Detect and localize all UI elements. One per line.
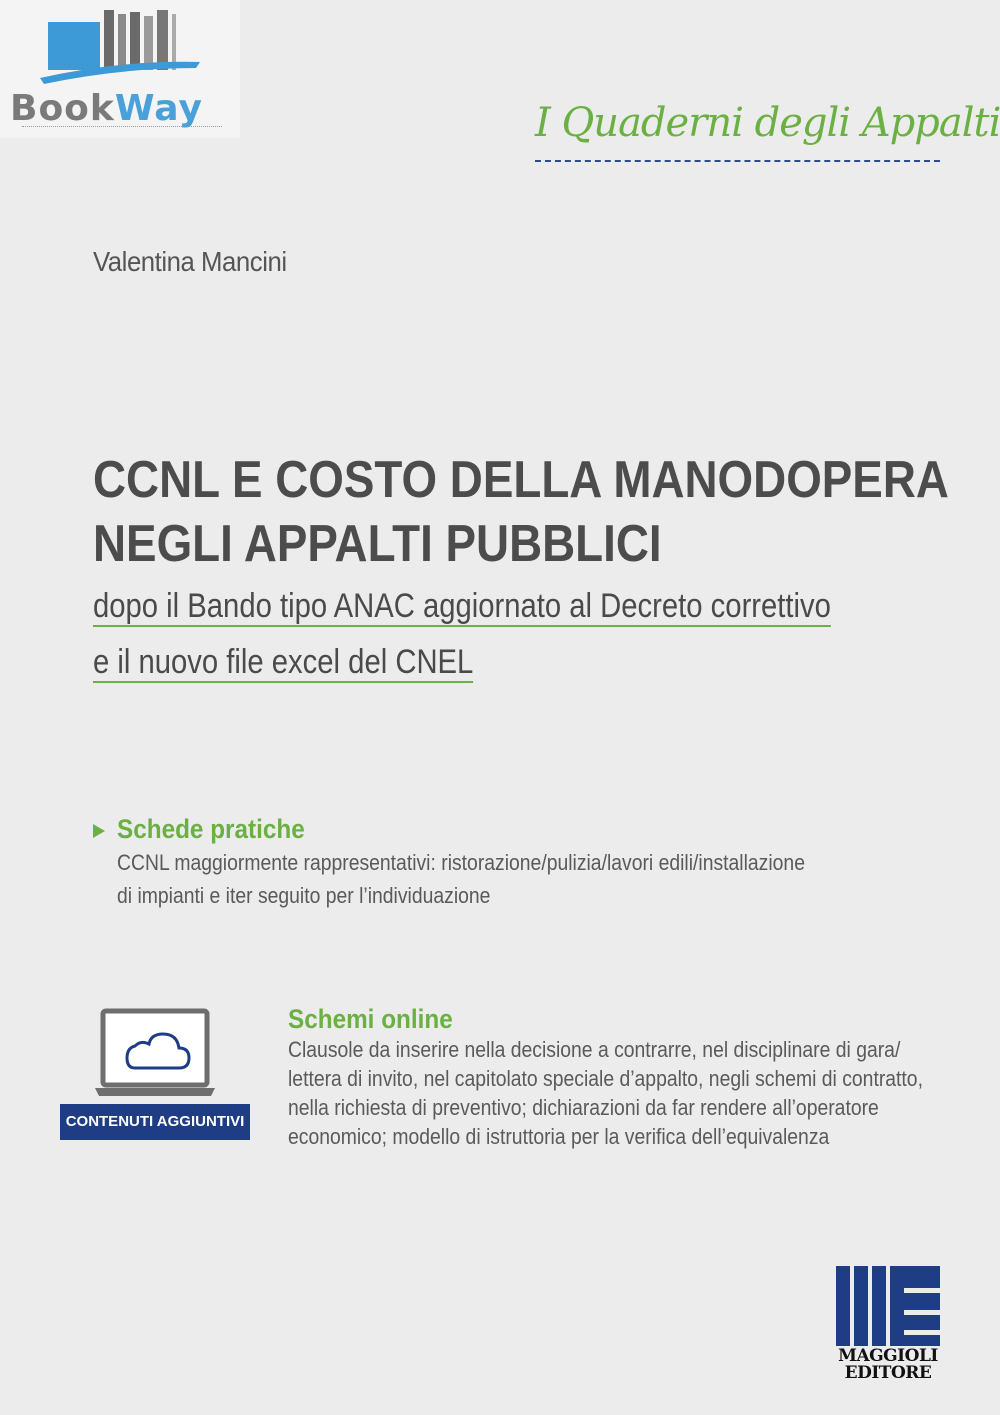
bookway-tagline-rule <box>22 126 222 130</box>
publisher-line-1: MAGGIOLI <box>838 1346 938 1366</box>
schemi-heading: Schemi online <box>288 1004 453 1034</box>
maggioli-mark <box>836 1266 940 1346</box>
schede-heading: Schede pratiche <box>117 814 305 844</box>
schede-description <box>117 846 805 912</box>
title-line-1: CCNL E COSTO DELLA MANODOPERA <box>93 451 949 509</box>
schemi-line-2: lettera di invito, nel capitolato speciale d’appalto, negli schemi di contratto, <box>288 1066 923 1091</box>
title-line-2: NEGLI APPALTI PUBBLICI <box>93 515 662 573</box>
subtitle-line-2: e il nuovo file excel del CNEL <box>93 643 474 681</box>
schemi-description <box>288 1035 923 1151</box>
subtitle-line-1: dopo il Bando tipo ANAC aggiornato al Decreto correttivo <box>93 587 831 625</box>
book-title <box>93 448 949 576</box>
schemi-line-1: Clausole da inserire nella decisione a contrarre, nel disciplinare di gara/ <box>288 1037 901 1062</box>
publisher-name <box>836 1348 940 1382</box>
series-title: I Quaderni degli Appalti <box>535 100 1000 146</box>
author-name: Valentina Mancini <box>93 246 287 277</box>
bookway-wordmark: BookWay <box>10 88 203 129</box>
bookway-logo <box>0 0 240 138</box>
schemi-line-4: economico; modello di istruttoria per la verifica dell’equivalenza <box>288 1124 830 1149</box>
schede-line-2: di impianti e iter seguito per l’individuazione <box>117 883 491 908</box>
contenuti-aggiuntivi-badge: CONTENUTI AGGIUNTIVI <box>60 1104 250 1140</box>
publisher-line-2: EDITORE <box>844 1363 932 1383</box>
schede-line-1: CCNL maggiormente rappresentativi: ristorazione/pulizia/lavori edili/installazione <box>117 850 805 875</box>
triangle-bullet-icon <box>93 824 105 838</box>
series-underline <box>535 160 940 162</box>
schemi-line-3: nella richiesta di preventivo; dichiarazioni da far rendere all’operatore <box>288 1095 879 1120</box>
laptop-cloud-icon <box>95 1008 219 1103</box>
maggioli-editore-logo <box>836 1266 940 1383</box>
